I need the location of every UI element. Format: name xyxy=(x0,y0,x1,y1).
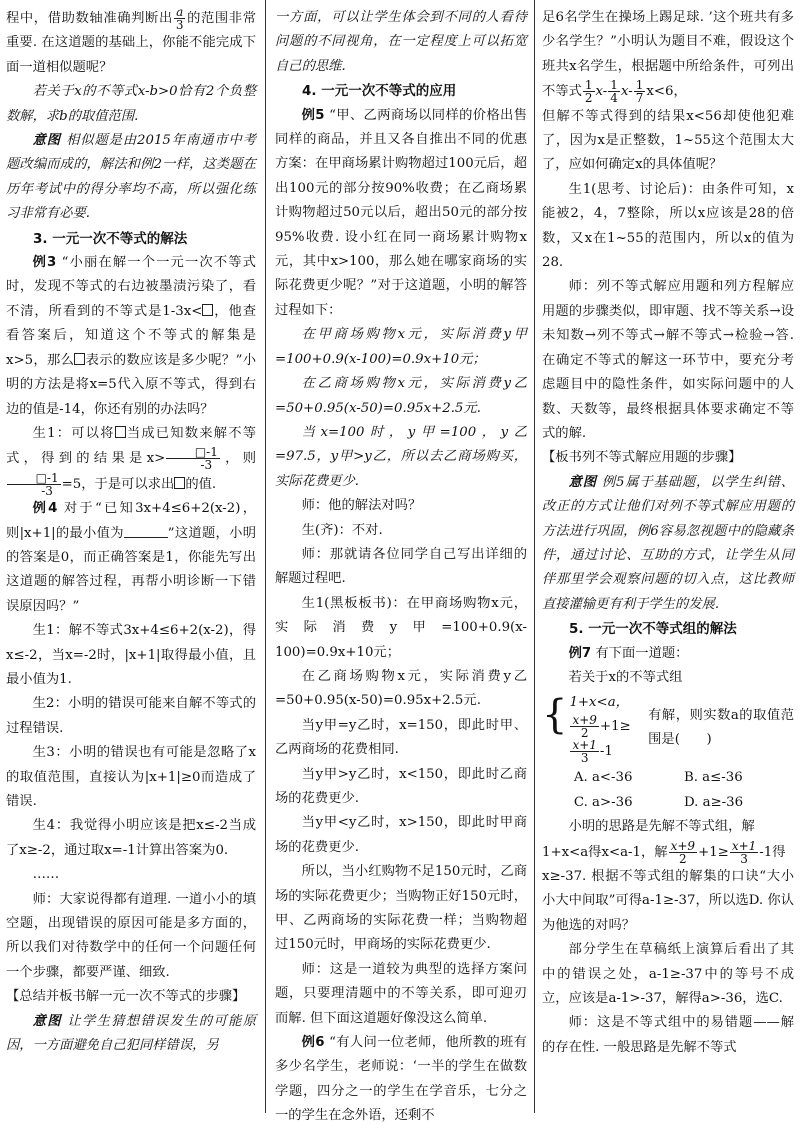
teacher-remark: 师：这是不等式组中的易错题——解的存在性. 一般思路是先解不等式 xyxy=(542,1015,794,1055)
board-line: 生1(黑板板书)：在甲商场购物x元，实际消费y甲=100+0.9(x-100)=0.9x+10元； xyxy=(275,595,527,660)
column-divider xyxy=(265,0,266,1113)
paragraph: 足6名学生在操场上踢足球. ’这个班共有多少名学生？”小明认为题目不难，假设这个班共x名学生，根据题中所给条件，可列出不等式 $\frac{1}{2}$ x- $\frac{1}{4}$ x- $\frac{1}{7}$ x<6， xyxy=(542,10,794,106)
column-divider xyxy=(534,0,535,1113)
student-answer: 生1(思考、讨论后)：由条件可知，x能被2，4，7整除，所以x应该是28的倍数，又x在1~55的范围内，所以x的值为28. xyxy=(542,181,794,271)
column-left xyxy=(6,6,256,1058)
paragraph: 部分学生在草稿纸上演算后看出了其中的错误之处，a-1≥-37中的等号不成立，应该是a-1>-37，解得a>-36，选C. xyxy=(542,942,794,1007)
board-line: 当y甲<y乙时，x>150，即此时甲商场的花费更少. xyxy=(275,815,527,855)
option-b: B. a≤-36 xyxy=(683,770,743,786)
teacher-remark: 师：这是一道较为典型的选择方案问题，只要理清题中的不等关系，即可迎刃而解. 但下面这道题好像没这么简单. xyxy=(275,961,527,1026)
teacher-remark: 师：大家说得都有道理. 一道小小的填空题，出现错误的原因可能是多方面的，所以我们对待数学中的任何一个问题任何一个步骤，都要严谨、细致. xyxy=(6,891,256,980)
paragraph: 程中，借助数轴准确判断出 $\frac{a}{3}$ 的范围非常重要. 在这道题的基础上，你能不能完成下面一道相似题呢？ xyxy=(6,5,257,75)
blank-box xyxy=(74,353,85,365)
example-5: 例5 “甲、乙两商场以同样的价格出售同样的商品，并且又各自推出不同的优惠方案：在甲商场累计购物超过100元后，超出100元的部分按90%收费；在乙商场累计购物超过50元以后，超出50元的部分按95%收费. 设小红在同一商场累计购物x元，其中x>100，那么她在哪家商场的实际花费更少呢？”对于这道题，小明的解答过程如下： xyxy=(275,107,527,318)
section-heading: 5. 一元一次不等式组的解法 xyxy=(569,621,737,638)
system-line-1: 1+x<a， xyxy=(569,695,629,711)
paragraph: 小明的思路是先解不等式组，解 xyxy=(568,819,755,835)
board-line: 当y甲=y乙时，x=150，即此时甲、乙两商场的花费相同. xyxy=(275,717,527,758)
similar-problem: 若关于x的不等式x-b>0恰有2个负整数解，求b的取值范围. xyxy=(6,84,256,124)
option-c: C. a>-36 xyxy=(573,794,633,810)
class-answer: 生(齐)：不对. xyxy=(301,522,383,538)
board-line: 在乙商场购物x元，实际消费y乙=50+0.95(x-50)=0.95x+2.5元. xyxy=(275,668,527,709)
option-a: A. a<-36 xyxy=(573,770,633,786)
fraction: $\frac{1}{4}$ xyxy=(610,78,618,106)
paragraph: 1+x<a得x<a-1，解 $\frac{x+9}{2}$ +1≥ $\frac{x+1}{3}$ -1得 xyxy=(542,838,786,866)
solution-line: 在乙商场购物x元，实际消费y乙=50+0.95(x-50)=0.95x+2.5元. xyxy=(275,376,527,416)
answer-options xyxy=(542,766,794,815)
student-answer: 生4：我觉得小明应该是把x≤-2当成了x≥-2，通过取x=-1计算出答案为0. xyxy=(6,818,256,858)
fraction: $\frac{x+1}{3}$ xyxy=(731,838,757,866)
column-right xyxy=(542,6,794,1060)
section-heading: 4. 一元一次不等式的应用 xyxy=(302,83,457,100)
blank-line xyxy=(124,525,168,538)
column-middle xyxy=(275,6,527,1129)
brace: { xyxy=(542,692,568,739)
student-answer: 生2：小明的错误可能来自解不等式的过程错误. xyxy=(6,696,256,736)
example-3: 例3 “小丽在解一个一元一次不等式时，发现不等式的右边被墨渍污染了，看不清，所看到的不等式是1-3x< ，他查看答案后，知道这个不等式的解集是x>5，那么 表示的数应该是多少呢？”小明的方法是将x=5代入原不等式，得到右边的值是-14，你还有别的办法吗？ xyxy=(6,255,257,417)
fraction: $\frac{1}{7}$ xyxy=(635,78,644,106)
fraction: $\frac{1}{2}$ xyxy=(584,78,593,106)
fraction: $\frac{□-1}{-3}$ xyxy=(7,472,61,497)
fraction: $\frac{x+1}{3}$ xyxy=(572,738,597,766)
inequality-system xyxy=(542,692,794,764)
student-answer: 生1：可以将 当成已知数来解不等式，得到的结果是x> $\frac{□-1}{-3}$ ，则 $\frac{□-1}{-3}$ =5，于是可以求出 的值. xyxy=(6,425,257,498)
question-tail: 有解，则实数a的取值范围是( ) xyxy=(648,707,794,748)
teacher-question: 师：他的解法对吗？ xyxy=(301,498,422,514)
example-6: 例6 “有人问一位老师，他所教的班有多少名学生，老师说：‘一半的学生在做数学题，四分之一的学生在学音乐，七分之一的学生在念外语，还剩不 xyxy=(275,1035,527,1124)
ellipsis: …… xyxy=(32,867,60,883)
paragraph: 一方面，可以让学生体会到不同的人看待问题的不同视角，在一定程度上可以拓宽自己的思维. xyxy=(275,10,527,74)
example-4: 例4 对于“已知3x+4≤6+2(x-2)，则|x+1|的最小值为 ”这道题，小明的答案是0，而正确答案是1，你能先写出这道题的解答过程，再帮小明诊断一下错误原因吗？” xyxy=(6,501,256,614)
intent-note: 意图 相似题是由2015年南通市中考题改编而成的，解法和例2一样，这类题在历年考试中的得分率均不高，所以强化练习非常有必要. xyxy=(6,133,256,222)
system-line-2: $\frac{x+9}{2}$ +1≥ $\frac{x+1}{3}$ -1 xyxy=(572,713,631,766)
intent-note: 意图 例5属于基础题，以学生纠错、改正的方式让他们对列不等式解应用题的方法进行巩固，例6容易忽视题中的隐藏条件，通过讨论、互助的方式，让学生从同伴那里学会观察问题的切入点，这比教师直接灌输更有利于学生的发展. xyxy=(542,474,794,612)
board-summary: 【板书列不等式解应用题的步骤】 xyxy=(542,450,742,466)
blank-box xyxy=(115,426,126,438)
intent-note: 意图 让学生猜想错误发生的可能原因，一方面避免自己犯同样错误，另 xyxy=(6,1013,257,1054)
paragraph: 但解不等式得到的结果x<56却使他犯难了，因为x是正整数，1~55这个范围太大了，应如何确定x的具体值呢？ xyxy=(542,108,794,173)
example-7: 例7 有下面一道题： xyxy=(568,645,689,661)
board-summary: 【总结并板书解一元一次不等式的步骤】 xyxy=(6,989,246,1005)
fraction: $\frac{□-1}{-3}$ xyxy=(166,446,220,471)
solution-line: 当x=100时，y甲=100，y乙=97.5，y甲>y乙，所以去乙商场购买，实际花费更少. xyxy=(275,424,527,489)
teacher-remark: 师：列不等式解应用题和列方程解应用题的步骤类似，即审题、找不等关系→设未知数→列不等式→解不等式→检验→答. 在确定不等式的解这一环节中，要充分考虑题目中的隐性条件，如实际问题中的人数、天数等，最终根据具体要求确定不等式的解. xyxy=(542,279,794,441)
student-answer: 生1：解不等式3x+4≤6+2(x-2)，得x≤-2，当x=-2时，|x+1|取得最小值，且最小值为1. xyxy=(6,623,256,687)
student-answer: 生3：小明的错误也有可能是忽略了x的取值范围，直接认为|x+1|≥0而造成了错误. xyxy=(6,745,256,809)
paragraph: x≥-37. 根据不等式组的解集的口诀“大小小大中间取”可得a-1≥-37，所以选D. 你认为他选的对吗？ xyxy=(542,869,794,933)
question-text: 若关于x的不等式组 xyxy=(568,669,683,685)
board-line: 所以，当小红购物不足150元时，乙商场的实际花费更少；当购物正好150元时，甲、乙两商场的实际花费一样；当购物超过150元时，甲商场的实际花费更少. xyxy=(275,864,527,953)
blank-box xyxy=(174,477,185,489)
blank-box xyxy=(202,304,213,316)
solution-line: 在甲商场购物x元，实际消费y甲=100+0.9(x-100)=0.9x+10元； xyxy=(275,327,527,367)
option-d: D. a≥-36 xyxy=(683,794,744,810)
board-line: 当y甲>y乙时，x<150，即此时乙商场的花费更少. xyxy=(275,766,527,806)
teacher-remark: 师：那就请各位同学自己写出详细的解题过程吧. xyxy=(275,546,527,587)
fraction: $\frac{x+9}{2}$ xyxy=(572,713,597,741)
fraction: $\frac{a}{3}$ xyxy=(175,5,184,32)
section-heading: 3. 一元一次不等式的解法 xyxy=(33,230,188,247)
fraction: $\frac{x+9}{2}$ xyxy=(670,838,696,866)
